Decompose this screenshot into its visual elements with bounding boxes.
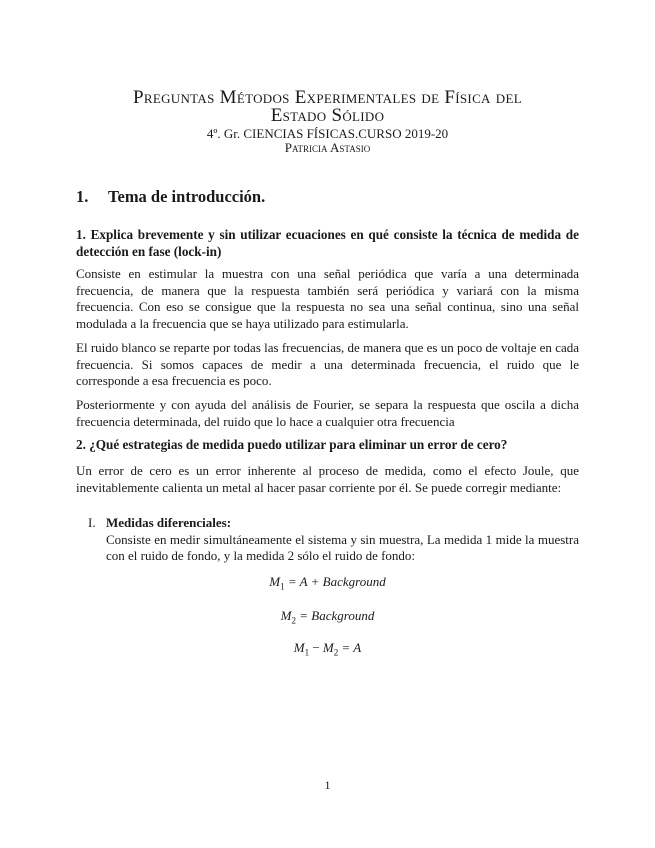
equation-3-minus: − xyxy=(312,640,320,655)
course-subtitle: 4º. Gr. CIENCIAS FÍSICAS.CURSO 2019-20 xyxy=(206,126,449,141)
title-block xyxy=(0,89,655,155)
equation-1-lhs: M xyxy=(269,574,281,589)
list-item-label: I. xyxy=(88,515,96,530)
equation-2-rhs: = Background xyxy=(299,608,375,623)
equation-1-subscript: 1 xyxy=(280,581,285,592)
equation-2 xyxy=(0,608,655,626)
equation-3 xyxy=(0,640,655,658)
section-title: Tema de introducción. xyxy=(108,187,266,206)
equation-3-term-1: M xyxy=(293,640,305,655)
question-1-paragraph-1: Consiste en estimular la muestra con una señal periódica que varía a una determinada frecuencia, de manera que la respuesta también será periódica y variará con la misma frecuencia. Con eso se consigue que la respuesta no sea una señal continua, sino una señal modulada a la frecuencia que se haya utilizado para estimularla. xyxy=(76,266,579,331)
list-item-body: Consiste en medir simultáneamente el sistema y sin muestra, La medida 1 mide la muestra con el ruido de fondo, y la medida 2 sólo el ruido de fondo: xyxy=(106,531,579,563)
question-1-heading: 1. Explica brevemente y sin utilizar ecuaciones en qué consiste la técnica de medida de detección en fase (lock-in) xyxy=(76,227,579,259)
document-title-line-1: Preguntas Métodos Experimentales de Física del xyxy=(133,87,522,108)
question-2-heading: 2. ¿Qué estrategias de medida puedo utilizar para eliminar un error de cero? xyxy=(76,437,508,452)
page-number: 1 xyxy=(324,778,331,792)
equation-2-lhs: M xyxy=(280,608,292,623)
question-1-paragraph-2: El ruido blanco se reparte por todas las frecuencias, de manera que es un poco de voltaje en cada frecuencia. Si somos capaces de medir a una determinada frecuencia, el ruido que le corresponde a esa frecuencia es poco. xyxy=(76,340,579,388)
document-title-line-2: Estado Sólido xyxy=(270,105,385,126)
equation-2-subscript: 2 xyxy=(291,615,296,626)
list-item-title: Medidas diferenciales: xyxy=(106,515,232,530)
equation-1-rhs: = A + Background xyxy=(287,574,386,589)
equation-3-rhs: = A xyxy=(341,640,362,655)
question-1-paragraph-3: Posteriormente y con ayuda del análisis de Fourier, se separa la respuesta que oscila a dicha frecuencia determinada, del ruido que lo hace a cualquier otra frecuencia xyxy=(76,397,579,429)
equation-3-subscript-1: 1 xyxy=(304,647,310,658)
equation-3-term-2: M xyxy=(322,640,334,655)
section-heading xyxy=(76,187,265,207)
author: Patricia Astasio xyxy=(284,140,371,155)
equation-3-subscript-2: 2 xyxy=(333,647,339,658)
equation-1 xyxy=(0,574,655,592)
section-number: 1. xyxy=(76,187,89,206)
question-2-paragraph-1: Un error de cero es un error inherente al proceso de medida, como el efecto Joule, que inevitablemente calienta un metal al hacer pasar corriente por él. Se puede corregir mediante: xyxy=(76,463,579,495)
